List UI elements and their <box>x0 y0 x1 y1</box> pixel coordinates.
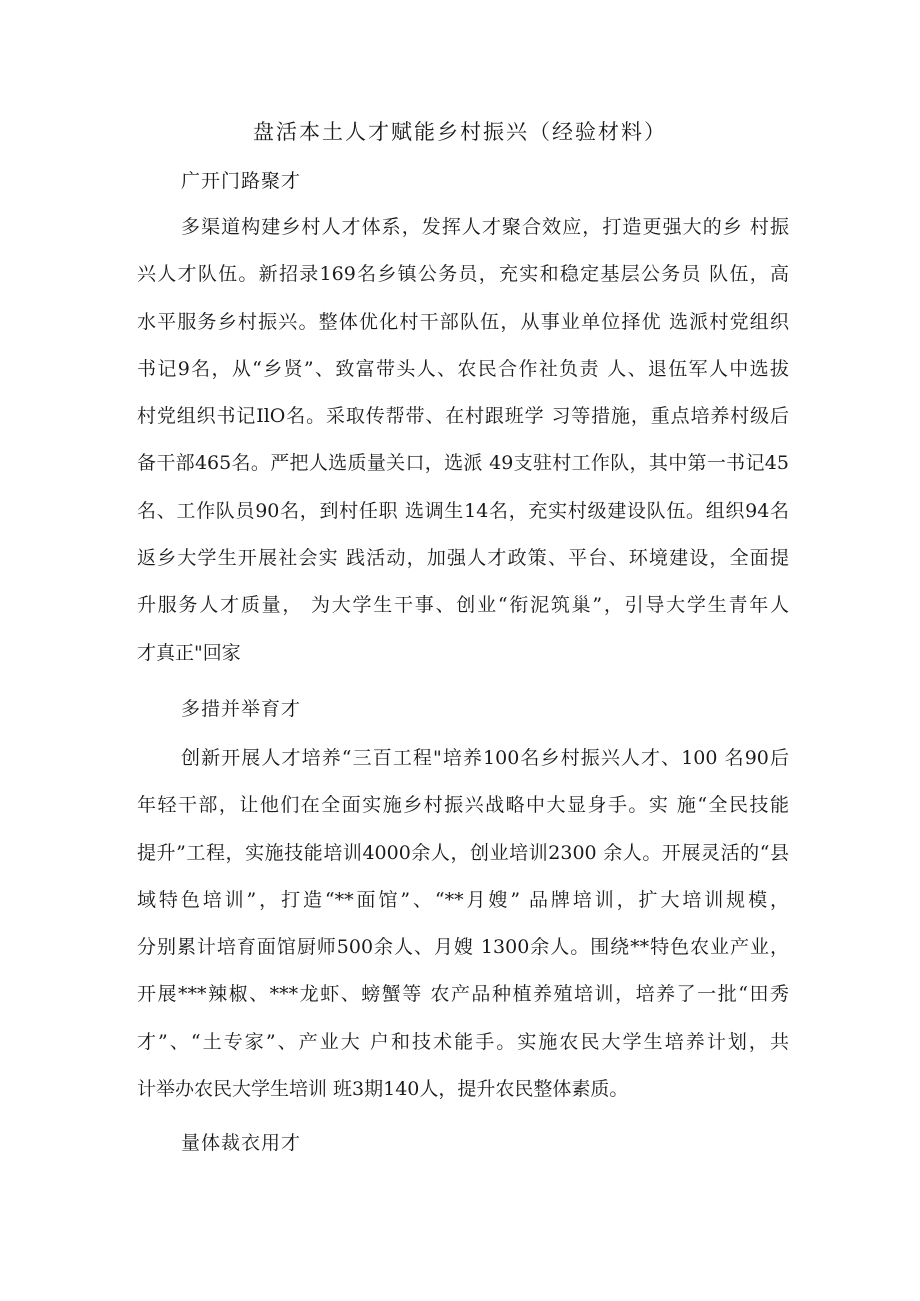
paragraph-line: 多渠道构建乡村人才体系，发挥人才聚合效应，打造更强大的乡 村振 <box>181 216 789 238</box>
paragraph-line: 才”、“土专家”、产业大 户和技术能手。实施农民大学生培养计划，共 <box>137 1030 789 1053</box>
paragraph-line: 才真正"回家 <box>137 641 241 664</box>
section-heading-1: 广开门路聚才 <box>181 170 302 192</box>
paragraph-line: 创新开展人才培养“三百工程"培养100名乡村振兴人才、100 名90后 <box>181 747 789 769</box>
paragraph-line: 域特色培训”，打造“**面馆”、“**月嫂” 品牌培训，扩大培训规模， <box>137 888 789 911</box>
paragraph-line: 升服务人才质量， 为大学生干事、创业“衔泥筑巢”，引导大学生青年人 <box>137 594 789 617</box>
paragraph-line: 书记9名，从“乡贤”、致富带头人、农民合作社负责 人、退伍军人中选拔 <box>137 357 789 380</box>
section-heading-3: 量体裁衣用才 <box>181 1132 302 1154</box>
paragraph-line: 计举办农民大学生培训 班3期140人，提升农民整体素质。 <box>137 1078 629 1101</box>
section-paragraph-2 <box>137 741 789 1119</box>
paragraph-line: 备干部465名。严把人选质量关口，选派 49支驻村工作队，其中第一书记45 <box>137 452 789 475</box>
paragraph-line: 年轻干部，让他们在全面实施乡村振兴战略中大显身手。实 施“全民技能 <box>137 794 789 817</box>
paragraph-line: 提升”工程，实施技能培训4000余人，创业培训2300 余人。开展灵活的“县 <box>137 841 789 864</box>
paragraph-line: 分别累计培育面馆厨师500余人、月嫂 1300余人。围绕**特色农业产业， <box>137 936 789 959</box>
section-heading-2: 多措并举育才 <box>181 698 302 720</box>
paragraph-line: 名、工作队员90名，到村任职 选调生14名，充实村级建设队伍。组织94名 <box>137 499 789 522</box>
section-paragraph-1 <box>137 210 789 683</box>
paragraph-line: 返乡大学生开展社会实 践活动，加强人才政策、平台、环境建设，全面提 <box>137 547 789 570</box>
paragraph-line: 兴人才队伍。新招录169名乡镇公务员，充实和稳定基层公务员 队伍，高 <box>137 263 789 286</box>
paragraph-line: 水平服务乡村振兴。整体优化村干部队伍，从事业单位择优 选派村党组织 <box>137 310 789 333</box>
document-title: 盘活本土人才赋能乡村振兴（经验材料） <box>253 120 667 144</box>
paragraph-line: 开展***辣椒、***龙虾、螃蟹等 农产品种植养殖培训，培养了一批“田秀 <box>137 983 789 1006</box>
paragraph-line: 村党组织书记IlO名。采取传帮带、在村跟班学 习等措施，重点培养村级后 <box>137 405 789 428</box>
